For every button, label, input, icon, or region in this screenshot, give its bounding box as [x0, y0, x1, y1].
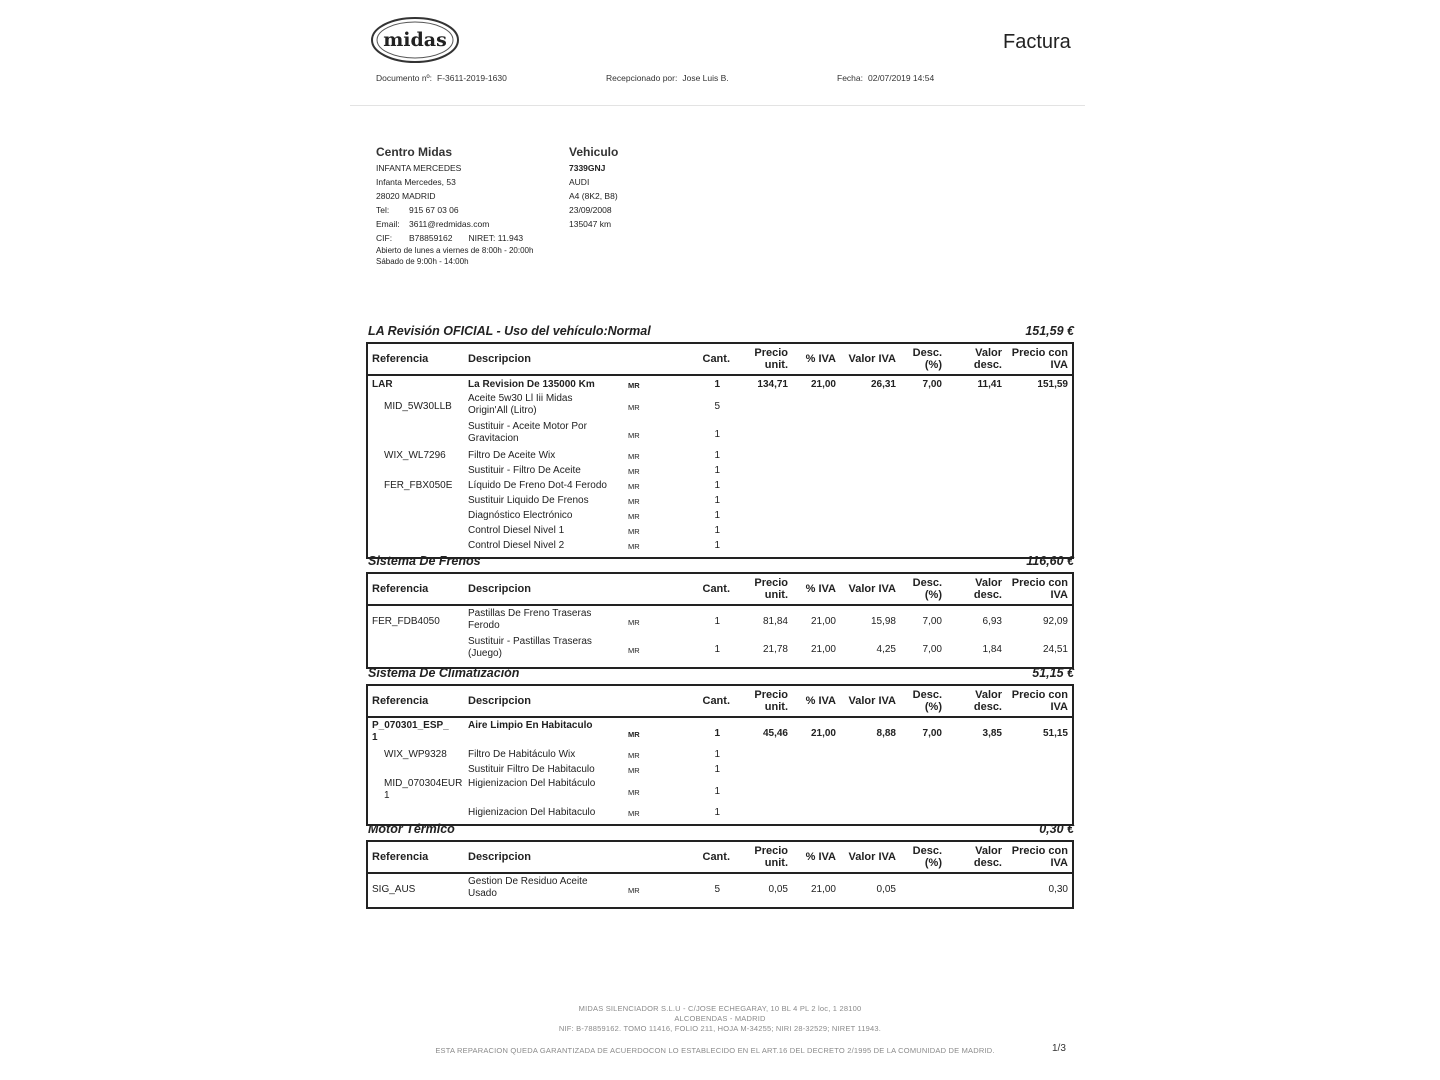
row-descripcion: Sustituir Filtro De Habitaculo [468, 764, 595, 775]
row-precio-con-iva: 92,09 [1042, 616, 1068, 627]
row-cant: 1 [714, 379, 720, 390]
row-cant: 1 [714, 728, 720, 739]
row-cant: 1 [714, 616, 720, 627]
vehiculo-brand: AUDI [569, 177, 590, 187]
col-valor-iva: Valor IVA [848, 851, 896, 863]
row-referencia: FER_FBX050E [384, 480, 453, 491]
row-cant: 1 [714, 644, 720, 655]
footer-city: ALCOBENDAS - MADRID [674, 1014, 766, 1023]
row-referencia: MID_5W30LLB [384, 401, 452, 412]
row-desc-pct: 7,00 [922, 644, 942, 655]
row-descripcion: Filtro De Habitáculo Wix [468, 749, 576, 760]
row-descripcion-cont: (Juego) [468, 648, 502, 659]
col-cant: Cant. [702, 583, 730, 595]
row-mr-code: MR [628, 403, 640, 412]
col-precio-con-iva-2: IVA [1050, 589, 1068, 601]
col-precio-unit-1: Precio [754, 689, 788, 701]
table-header [368, 686, 1072, 718]
row-desc-pct: 7,00 [922, 379, 942, 390]
col-desc-2: (%) [924, 589, 942, 601]
fecha: Fecha: 02/07/2019 14:54 [837, 73, 935, 83]
vehiculo-info [569, 145, 618, 231]
col-precio-unit-2: unit. [764, 589, 788, 601]
section-header [368, 554, 1074, 570]
footer-company: MIDAS SILENCIADOR S.L.U - C/JOSE ECHEGARAY, 10 BL 4 PL 2 loc, 1 28100 [578, 1004, 862, 1013]
row-descripcion: Control Diesel Nivel 1 [468, 525, 565, 536]
row-cant: 1 [714, 510, 720, 521]
row-cant: 1 [714, 429, 720, 440]
row-referencia: WIX_WL7296 [384, 450, 446, 461]
row-mr-code: MR [628, 497, 640, 506]
centro-hours-saturday: Sábado de 9:00h - 14:00h [376, 257, 469, 266]
col-iva: % IVA [805, 583, 836, 595]
centro-email: Email: 3611@redmidas.com [376, 219, 490, 229]
section-header [368, 822, 1074, 838]
row-iva: 21,00 [810, 644, 836, 655]
row-valor-iva: 4,25 [876, 644, 896, 655]
table-row [368, 479, 1072, 494]
col-descripcion: Descripcion [468, 695, 531, 707]
table-row [368, 636, 1072, 664]
row-desc-pct: 7,00 [922, 616, 942, 627]
document-title: Factura [1003, 31, 1071, 53]
row-cant: 1 [714, 749, 720, 760]
row-valor-iva: 15,98 [870, 616, 896, 627]
col-iva: % IVA [805, 353, 836, 365]
row-descripcion: Gestion De Residuo Aceite [468, 876, 588, 887]
row-mr-code: MR [628, 788, 640, 797]
row-mr-code: MR [628, 431, 640, 440]
table-row [368, 494, 1072, 509]
col-descripcion: Descripcion [468, 851, 531, 863]
row-valor-desc: 1,84 [982, 644, 1002, 655]
col-valor-desc-2: desc. [973, 857, 1002, 869]
row-referencia: P_070301_ESP_ [372, 720, 449, 731]
col-precio-con-iva-1: Precio con [1011, 347, 1068, 359]
vehiculo-title: Vehiculo [569, 145, 619, 159]
table-row [368, 393, 1072, 421]
svg-text:midas: midas [383, 29, 447, 51]
col-precio-con-iva-1: Precio con [1011, 577, 1068, 589]
row-precio-con-iva: 0,30 [1048, 884, 1068, 895]
row-descripcion: Diagnóstico Electrónico [468, 510, 573, 521]
col-referencia: Referencia [372, 353, 429, 365]
row-referencia-cont: 1 [384, 790, 390, 801]
row-mr-code: MR [628, 886, 640, 895]
col-precio-unit-1: Precio [754, 577, 788, 589]
col-valor-desc-2: desc. [973, 589, 1002, 601]
row-mr-code: MR [628, 512, 640, 521]
centro-name: INFANTA MERCEDES [376, 163, 462, 173]
row-referencia: SIG_AUS [372, 884, 416, 895]
table-row [368, 876, 1072, 904]
section-title: Motor Térmico [368, 822, 455, 836]
row-mr-code: MR [628, 809, 640, 818]
row-precio-unit: 81,84 [762, 616, 788, 627]
row-precio-unit: 21,78 [762, 644, 788, 655]
row-mr-code: MR [628, 618, 640, 627]
row-descripcion: Sustituir - Pastillas Traseras [468, 636, 592, 647]
row-cant: 1 [714, 786, 720, 797]
table-row [368, 608, 1072, 636]
section-table [366, 840, 1074, 909]
row-cant: 5 [714, 401, 720, 412]
vehiculo-date: 23/09/2008 [569, 205, 612, 215]
row-descripcion-cont: Origin'All (Litro) [468, 405, 537, 416]
row-descripcion: Higienizacion Del Habitaculo [468, 807, 596, 818]
col-valor-iva: Valor IVA [848, 353, 896, 365]
row-referencia: LAR [372, 379, 393, 390]
midas-logo [370, 16, 460, 64]
table-row [368, 509, 1072, 524]
col-referencia: Referencia [372, 695, 429, 707]
col-precio-con-iva-2: IVA [1050, 701, 1068, 713]
centro-address: Infanta Mercedes, 53 [376, 177, 456, 187]
table-row [368, 524, 1072, 539]
row-descripcion-cont: Ferodo [468, 620, 500, 631]
col-precio-con-iva-2: IVA [1050, 857, 1068, 869]
section-total: 51,15 € [1032, 666, 1074, 680]
col-desc-2: (%) [924, 359, 942, 371]
row-cant: 1 [714, 465, 720, 476]
section-header [368, 666, 1074, 682]
row-iva: 21,00 [810, 884, 836, 895]
col-valor-desc-1: Valor [975, 689, 1002, 701]
col-valor-desc-2: desc. [973, 359, 1002, 371]
row-precio-con-iva: 51,15 [1042, 728, 1068, 739]
col-desc-2: (%) [924, 701, 942, 713]
row-valor-desc: 11,41 [977, 379, 1002, 390]
section-total: 0,30 € [1039, 822, 1074, 836]
table-row [368, 748, 1072, 763]
row-precio-con-iva: 151,59 [1037, 379, 1068, 390]
row-iva: 21,00 [810, 616, 836, 627]
table-row [368, 449, 1072, 464]
row-referencia: WIX_WP9328 [384, 749, 447, 760]
row-precio-con-iva: 24,51 [1042, 644, 1068, 655]
row-cant: 1 [714, 540, 720, 551]
col-valor-iva: Valor IVA [848, 583, 896, 595]
row-cant: 1 [714, 764, 720, 775]
row-precio-unit: 0,05 [768, 884, 788, 895]
table-row [368, 378, 1072, 393]
section-total: 151,59 € [1025, 324, 1074, 338]
row-cant: 1 [714, 480, 720, 491]
row-referencia: MID_070304EUR [384, 778, 463, 789]
row-descripcion: Filtro De Aceite Wix [468, 450, 556, 461]
col-referencia: Referencia [372, 851, 429, 863]
table-header [368, 842, 1072, 874]
vehiculo-plate: 7339GNJ [569, 163, 606, 173]
row-precio-unit: 134,71 [757, 379, 788, 390]
row-descripcion: Sustituir Liquido De Frenos [468, 495, 589, 506]
footer-guarantee: ESTA REPARACION QUEDA GARANTIZADA DE ACUERDOCON LO ESTABLECIDO EN EL ART.16 DEL DECRETO 2/1995 DE LA COMUNIDAD DE MADRID. [435, 1046, 995, 1055]
table-header [368, 574, 1072, 606]
row-descripcion: Pastillas De Freno Traseras [468, 608, 592, 619]
row-iva: 21,00 [810, 728, 836, 739]
col-precio-con-iva-1: Precio con [1011, 845, 1068, 857]
row-mr-code: MR [628, 766, 640, 775]
row-descripcion: Sustituir - Filtro De Aceite [468, 465, 581, 476]
row-descripcion: Sustituir - Aceite Motor Por [468, 421, 587, 432]
row-descripcion: Control Diesel Nivel 2 [468, 540, 565, 551]
table-row [368, 421, 1072, 449]
table-row [368, 778, 1072, 806]
row-descripcion-cont: Usado [468, 888, 497, 899]
col-valor-desc-1: Valor [975, 347, 1002, 359]
page-number: 1/3 [1052, 1043, 1066, 1054]
table-row [368, 763, 1072, 778]
table-row [368, 806, 1072, 821]
documento-number: Documento nº: F-3611-2019-1630 [376, 73, 507, 83]
col-cant: Cant. [702, 851, 730, 863]
row-descripcion: Aceite 5w30 Ll Iii Midas [468, 393, 573, 404]
col-iva: % IVA [805, 695, 836, 707]
col-descripcion: Descripcion [468, 583, 531, 595]
col-valor-desc-1: Valor [975, 845, 1002, 857]
row-mr-code: MR [628, 482, 640, 491]
section-header [368, 324, 1074, 340]
col-precio-unit-2: unit. [764, 359, 788, 371]
row-cant: 5 [714, 884, 720, 895]
col-desc-1: Desc. [912, 577, 942, 589]
row-referencia-cont: 1 [372, 732, 378, 743]
row-valor-iva: 0,05 [876, 884, 896, 895]
row-mr-code: MR [628, 646, 640, 655]
col-precio-unit-1: Precio [754, 845, 788, 857]
col-precio-unit-2: unit. [764, 701, 788, 713]
row-precio-unit: 45,46 [762, 728, 788, 739]
row-descripcion: La Revision De 135000 Km [468, 379, 595, 390]
row-descripcion: Líquido De Freno Dot-4 Ferodo [468, 480, 607, 491]
col-desc-2: (%) [924, 857, 942, 869]
row-mr-code: MR [628, 467, 640, 476]
col-precio-con-iva-2: IVA [1050, 359, 1068, 371]
row-cant: 1 [714, 495, 720, 506]
footer-registry: NIF: B-78859162. TOMO 11416, FOLIO 211, HOJA M-34255; NIRI 28-32529; NIRET 11943. [558, 1024, 882, 1033]
row-valor-desc: 3,85 [982, 728, 1002, 739]
row-iva: 21,00 [810, 379, 836, 390]
section-total: 116,60 € [1026, 554, 1074, 568]
row-desc-pct: 7,00 [922, 728, 942, 739]
col-valor-desc-1: Valor [975, 577, 1002, 589]
recepcionado-por: Recepcionado por: Jose Luis B. [606, 73, 729, 83]
col-referencia: Referencia [372, 583, 429, 595]
col-precio-unit-2: unit. [764, 857, 788, 869]
col-desc-1: Desc. [912, 347, 942, 359]
col-valor-desc-2: desc. [973, 701, 1002, 713]
row-descripcion: Aire Limpio En Habitaculo [468, 720, 593, 731]
centro-hours-weekday: Abierto de lunes a viernes de 8:00h - 20:00h [376, 246, 534, 255]
section-title: LA Revisión OFICIAL - Uso del vehículo:Normal [368, 324, 651, 338]
section-title: Sistema De Climatización [368, 666, 520, 680]
centro-title: Centro Midas [376, 145, 453, 159]
col-desc-1: Desc. [912, 845, 942, 857]
row-mr-code: MR [628, 751, 640, 760]
row-valor-iva: 26,31 [870, 379, 896, 390]
row-mr-code: MR [628, 452, 640, 461]
col-cant: Cant. [702, 353, 730, 365]
row-descripcion: Higienizacion Del Habitáculo [468, 778, 596, 789]
col-desc-1: Desc. [912, 689, 942, 701]
centro-city: 28020 MADRID [376, 191, 436, 201]
section-table [366, 684, 1074, 826]
col-iva: % IVA [805, 851, 836, 863]
row-mr-code: MR [628, 527, 640, 536]
col-precio-con-iva-1: Precio con [1011, 689, 1068, 701]
row-cant: 1 [714, 807, 720, 818]
row-cant: 1 [714, 450, 720, 461]
section-title: Sistema De Frenos [368, 554, 481, 568]
table-row [368, 464, 1072, 479]
row-referencia: FER_FDB4050 [372, 616, 440, 627]
row-mr-code: MR [628, 542, 640, 551]
row-mr-code: MR [628, 730, 640, 739]
section-table [366, 342, 1074, 559]
table-row [368, 539, 1072, 554]
table-header [368, 344, 1072, 376]
col-valor-iva: Valor IVA [848, 695, 896, 707]
vehiculo-model: A4 (8K2, B8) [569, 191, 618, 201]
col-precio-unit-1: Precio [754, 347, 788, 359]
vehiculo-km: 135047 km [569, 219, 612, 229]
col-cant: Cant. [702, 695, 730, 707]
table-row [368, 720, 1072, 748]
row-descripcion-cont: Gravitacion [468, 433, 519, 444]
row-valor-iva: 8,88 [876, 728, 896, 739]
col-descripcion: Descripcion [468, 353, 531, 365]
centro-cif: CIF: B78859162 NIRET: 11.943 [376, 233, 524, 243]
section-table [366, 572, 1074, 669]
row-cant: 1 [714, 525, 720, 536]
row-valor-desc: 6,93 [982, 616, 1002, 627]
row-mr-code: MR [628, 381, 640, 390]
header-divider [350, 105, 1085, 106]
centro-info [376, 145, 533, 267]
centro-tel: Tel: 915 67 03 06 [376, 205, 459, 215]
